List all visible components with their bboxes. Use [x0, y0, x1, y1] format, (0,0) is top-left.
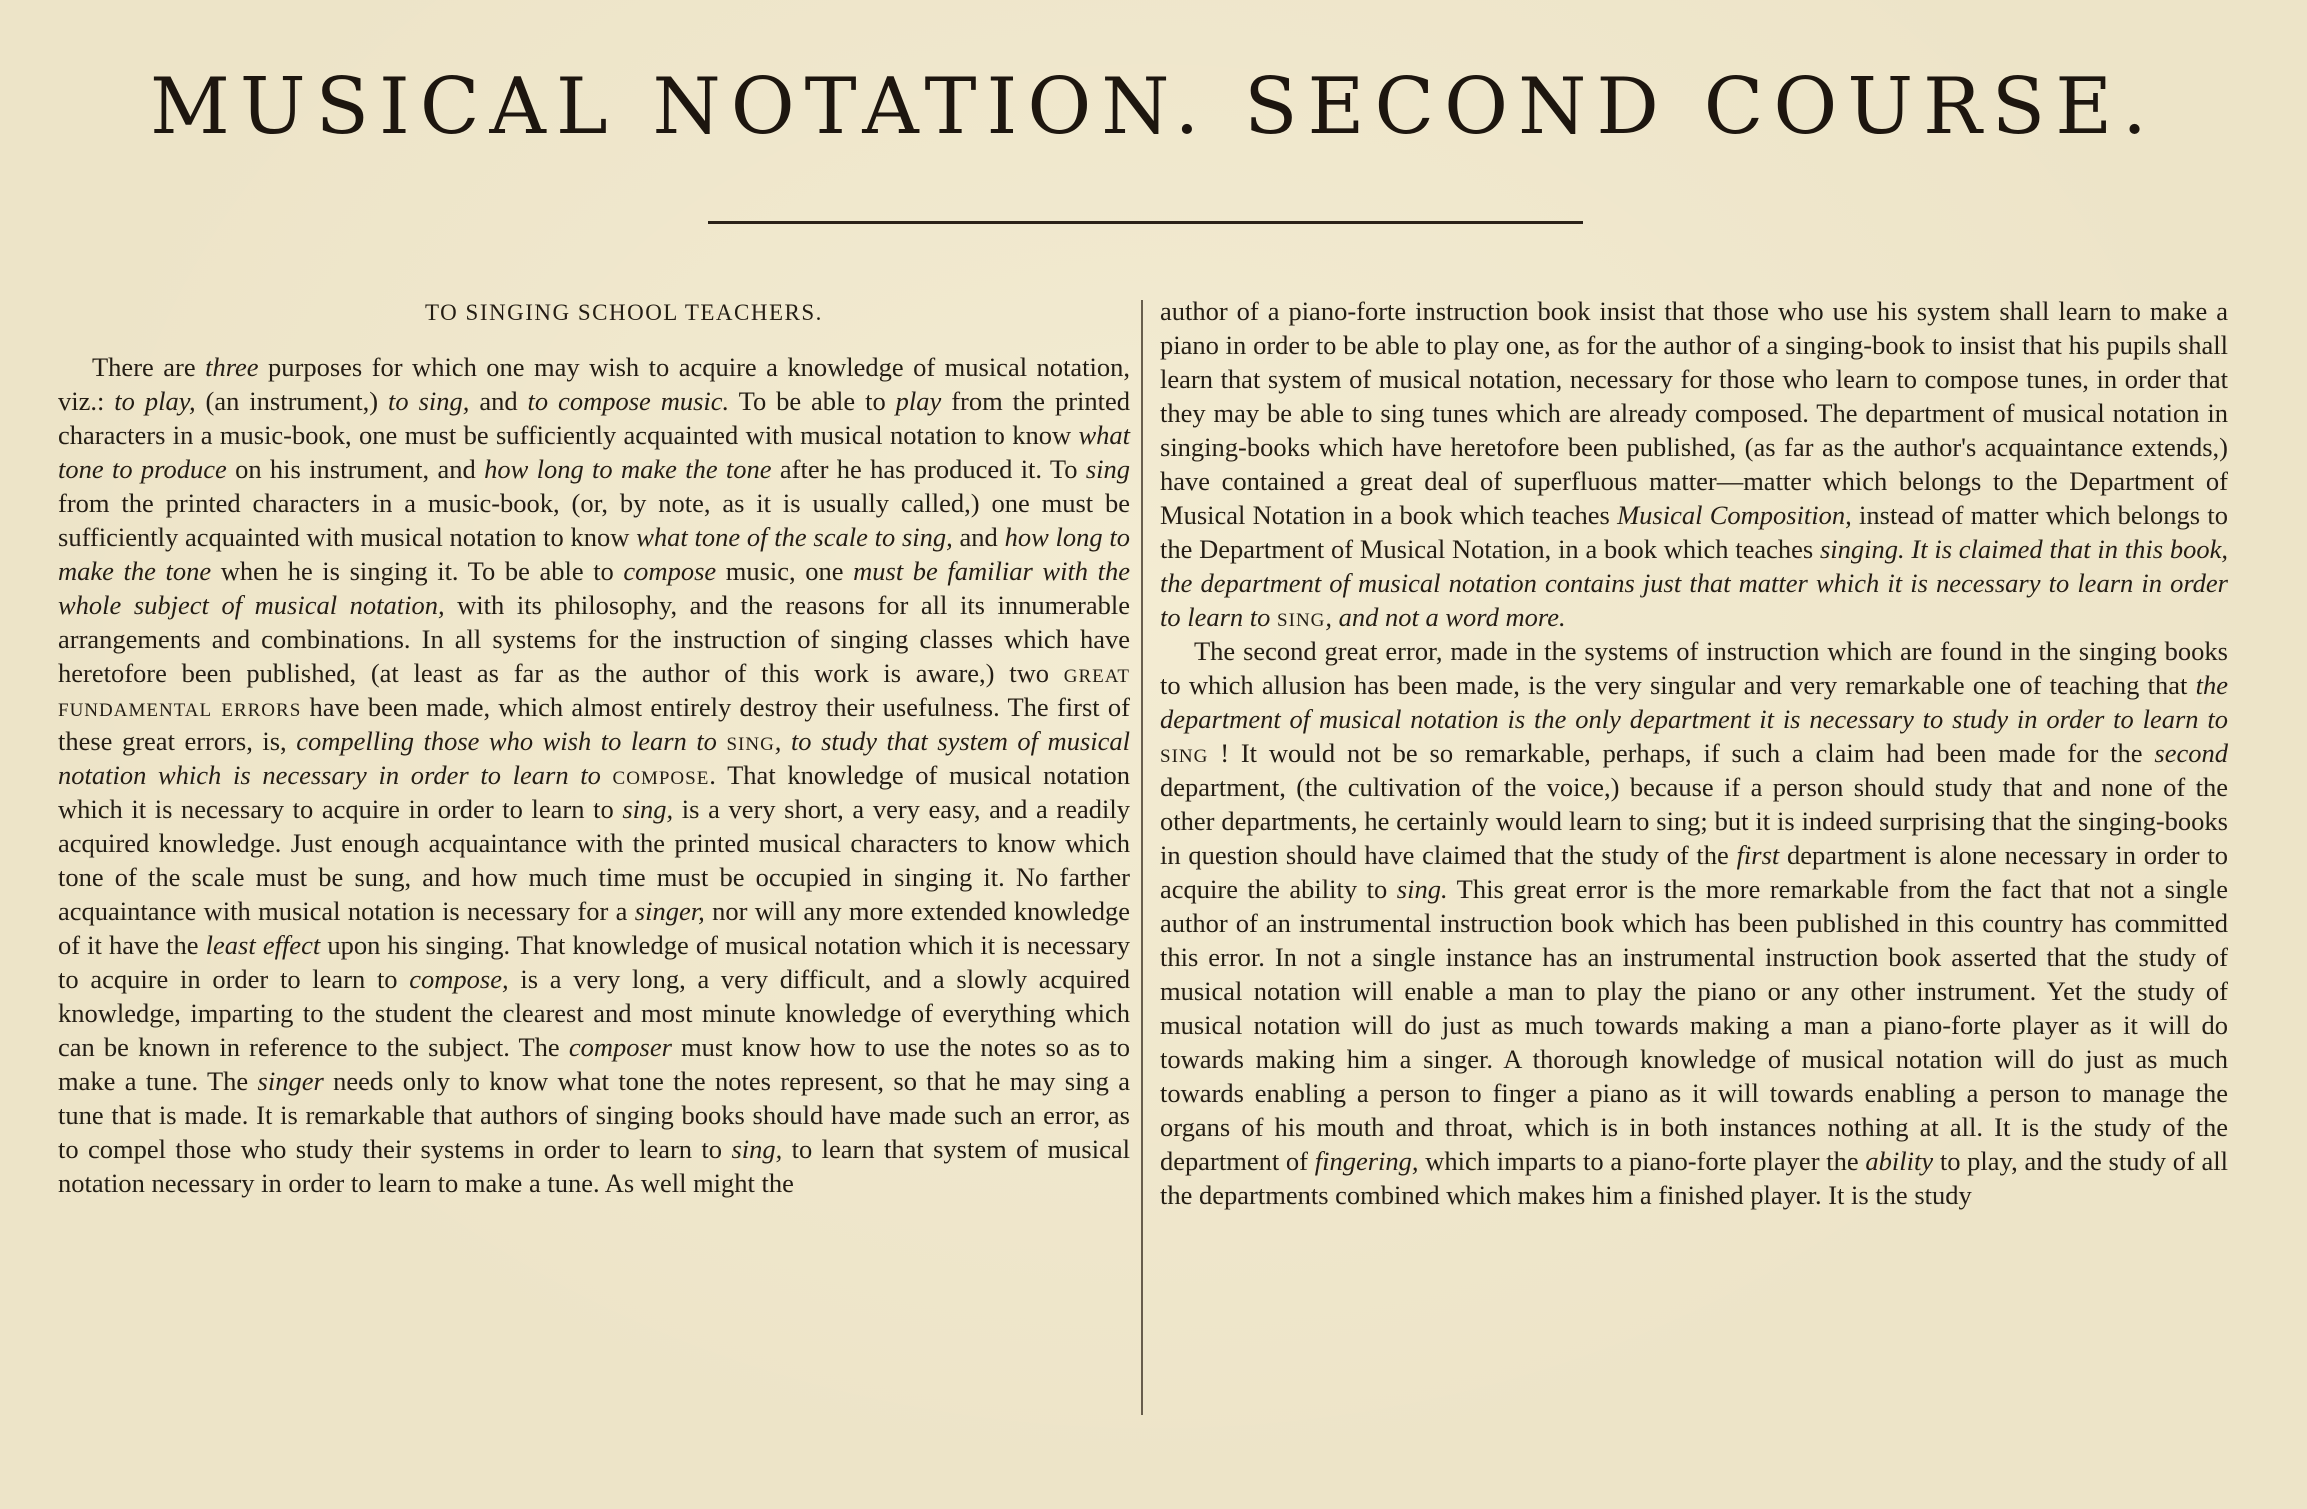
text-run: author of a piano-forte instruction book insist that those who use his system shall learn to make a piano in order to be able to play one, as for the author of a singing-book to insist that his pupils shall learn that system of musical notation, necessary for those who learn to compose tunes, in order that they may be able to sing tunes which are already composed. The department of musical notation in singing-books which have heretofore been published, (as far as the author's acquaintance extends,) have contained a great deal of superfluous matter—matter which belongs to the Department of Musical Notation in a book which teaches	[1160, 296, 2228, 530]
right-column	[1160, 294, 2228, 1212]
text-run: sing	[726, 726, 775, 756]
text-run: must know how to use the notes so as to make a tune. The	[58, 1032, 1131, 1096]
text-run: what tone to produce	[58, 420, 1130, 484]
text-run: singer,	[634, 896, 705, 926]
text-run: sing	[1277, 602, 1326, 632]
text-run: how long to make the tone	[58, 522, 1131, 586]
text-run: This great error is the more remarkable from the fact that not a single author of an instrumental instruction book which has been published in this country has committed this error. In not a single instance has an instrumental instruction book asserted that the study of musical notation will enable a man to play the piano or any other instrument. Yet the study of musical notation will do just as much towards making a man a piano-forte player as it will do towards making him a singer. A thorough knowledge of musical notation will do just as much towards enabling a person to finger a piano as it will towards enabling a person to manage the organs of his mouth and throat, which is in both instances nothing at all. It is the study of the department of	[1160, 874, 2228, 1176]
text-run: purposes for which one may wish to acquire a knowledge of musical notation, viz.:	[58, 352, 1131, 416]
text-run: fingering,	[1314, 1146, 1419, 1176]
right-paragraph-1	[1160, 294, 2228, 634]
column-divider	[1141, 300, 1143, 1415]
text-run: The second great error, made in the systems of instruction which are found in the singing books to which allusion has been made, is the very singular and very remarkable one of teaching that	[1160, 636, 2228, 700]
text-run: upon his singing. That knowledge of musical notation which it is necessary to acquire in order to learn to	[58, 930, 1130, 994]
text-run: play	[895, 386, 942, 416]
text-run: is a very long, a very difficult, and a slowly acquired knowledge, imparting to the student the clearest and most minute knowledge of everything which can be known in reference to the subject. The	[58, 964, 1131, 1062]
left-paragraph	[58, 350, 1130, 1200]
text-run: great fundamental errors	[58, 658, 1130, 722]
text-run: instead of matter which belongs to the Department of Musical Notation, in a book which teaches	[1160, 500, 2228, 564]
text-run: , and not a word more.	[1325, 602, 1566, 632]
text-run: (an instrument,)	[195, 386, 389, 416]
text-run: compose,	[409, 964, 509, 994]
text-run: sing,	[731, 1134, 783, 1164]
text-run: from the printed characters in a music-book, (or, by note, as it is usually called,) one must be sufficiently acquainted with musical notation to know	[58, 488, 1130, 552]
page-title: MUSICAL NOTATION. SECOND COURSE.	[150, 62, 2157, 152]
text-run: singer	[257, 1066, 324, 1096]
text-run: on his instrument, and	[226, 454, 485, 484]
left-column	[58, 290, 1130, 1200]
text-run: when he is singing it. To be able to	[211, 556, 624, 586]
text-run: compelling those who wish to learn to	[296, 726, 727, 756]
text-run: There are	[92, 352, 206, 382]
text-run: and	[469, 386, 528, 416]
text-run: Musical Composition,	[1617, 500, 1852, 530]
text-run: from the printed characters in a music-book, one must be sufficiently acquainted with musical notation to know	[58, 386, 1131, 450]
section-heading: TO SINGING SCHOOL TEACHERS.	[425, 300, 823, 325]
text-run: to compose music.	[527, 386, 730, 416]
text-run: It is claimed that in this book, the department of musical notation contains just that matter which it is necessary to learn in order to learn to	[1160, 534, 2228, 632]
text-run: sing	[1160, 738, 1209, 768]
text-run: To be able to	[729, 386, 896, 416]
right-paragraph-2	[1160, 634, 2228, 1212]
text-run: nor will any more extended knowledge of it have the	[58, 896, 1130, 960]
text-run: music, one	[716, 556, 854, 586]
text-run: , to study that system of musical notation which is necessary in order to learn to	[58, 726, 1130, 790]
text-run: sing	[1085, 454, 1130, 484]
text-run: have been made, which almost entirely destroy their usefulness. The first of these great errors, is,	[58, 692, 1130, 756]
title-rule	[708, 221, 1583, 224]
text-run: after he has produced it. To	[771, 454, 1086, 484]
text-run: and	[952, 522, 1005, 552]
text-run: sing,	[622, 794, 674, 824]
text-run: to play,	[114, 386, 196, 416]
text-run: least effect	[205, 930, 321, 960]
text-run: composer	[568, 1032, 672, 1062]
text-run: needs only to know what tone the notes represent, so that he may sing a tune that is made. It is remarkable that authors of singing books should have made such an error, as to compel those who study their systems in order to learn to	[58, 1066, 1130, 1164]
text-run: three	[205, 352, 259, 382]
text-run: ability	[1865, 1146, 1934, 1176]
text-run: to learn that system of musical notation necessary in order to learn to make a tune. As well might the	[58, 1134, 1130, 1198]
text-run: how long to make the tone	[484, 454, 772, 484]
text-run: second	[2154, 738, 2228, 768]
text-run: compose	[623, 556, 717, 586]
text-run: singing.	[1819, 534, 1905, 564]
text-run: sing.	[1396, 874, 1448, 904]
text-run: with its philosophy, and the reasons for all its innumerable arrangements and combinations. In all systems for the instruction of singing classes which have heretofore been published, (at least as far as the author of this work is aware,) two	[58, 590, 1131, 688]
text-run: what tone of the scale to sing,	[636, 522, 953, 552]
text-run: must be familiar with the whole subject of musical notation,	[58, 556, 1131, 620]
text-run: . That knowledge of musical notation which it is necessary to acquire in order to learn to	[58, 760, 1130, 824]
text-run: which imparts to a piano-forte player the	[1418, 1146, 1866, 1176]
text-run: the department of musical notation is the only department it is necessary to study in order to learn to	[1160, 670, 2228, 734]
text-run: department, (the cultivation of the voice,) because if a person should study that and none of the other departments, he certainly would learn to sing; but it is indeed surprising that the singing-books in question should have claimed that the study of the	[1160, 772, 2228, 870]
text-run: compose	[612, 760, 710, 790]
text-run: to sing,	[388, 386, 470, 416]
text-run: first	[1736, 840, 1780, 870]
text-run: department is alone necessary in order to acquire the ability to	[1160, 840, 2228, 904]
text-run: is a very short, a very easy, and a readily acquired knowledge. Just enough acquaintance with the printed musical characters to know which tone of the scale must be sung, and how much time must be occupied in singing it. No farther acquaintance with musical notation is necessary for a	[58, 794, 1130, 926]
text-run: to play, and the study of all the departments combined which makes him a finished player. It is the study	[1160, 1146, 2229, 1210]
text-run: ! It would not be so remarkable, perhaps, if such a claim had been made for the	[1208, 738, 2155, 768]
